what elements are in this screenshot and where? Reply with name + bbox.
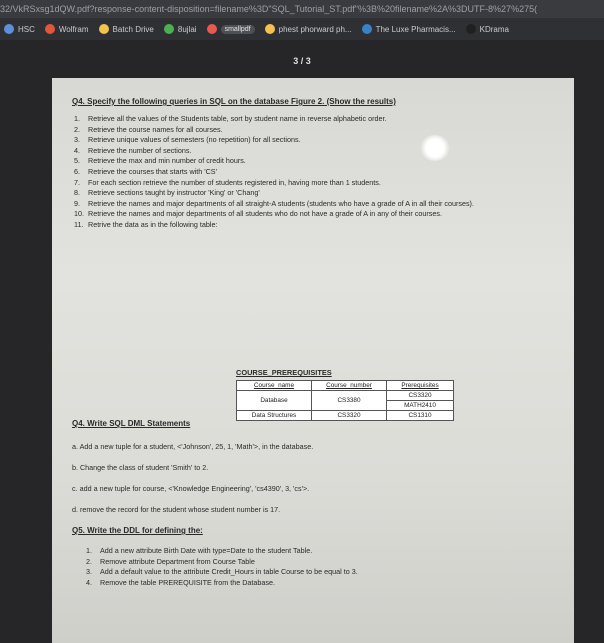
list-text: Retrieve the names and major departments of all students who do not have a grade of A in any of their courses. xyxy=(88,209,442,219)
q4-title: Q4. Specify the following queries in SQL on the database Figure 2. (Show the results) xyxy=(72,97,396,106)
list-text: Retrieve the names and major departments of all straight-A students (students who have a grade of A in all their courses). xyxy=(88,198,474,208)
table-cell: Database xyxy=(237,391,312,411)
table-header-row xyxy=(237,381,454,391)
list-number: 4. xyxy=(74,145,80,155)
list-number: 1. xyxy=(74,114,80,123)
bookmark-item[interactable] xyxy=(362,24,456,34)
ddl-title: Q5. Write the DDL for defining the: xyxy=(72,526,203,535)
list-item xyxy=(74,167,508,178)
list-text: Retrieve the max and min number of credit hours. xyxy=(88,156,246,166)
table-cell: CS3380 xyxy=(312,391,387,411)
table-cell: Data Structures xyxy=(237,411,312,421)
drive-icon xyxy=(164,24,174,34)
list-text: Retrieve sections taught by instructor 'King' or 'Chang' xyxy=(88,188,260,198)
list-item xyxy=(74,209,508,220)
bookmark-item[interactable] xyxy=(164,24,197,34)
table-cell: MATH2410 xyxy=(387,401,454,411)
table-title: COURSE_PREREQUISITES xyxy=(236,368,332,377)
bookmark-item[interactable] xyxy=(466,24,509,34)
list-number: 4. xyxy=(86,577,92,587)
list-number: 2. xyxy=(74,124,80,134)
table-header: Prerequisites xyxy=(387,381,454,391)
list-item xyxy=(74,114,508,125)
list-number: 11. xyxy=(74,219,84,229)
drive-icon xyxy=(99,24,109,34)
bookmark-label: smallpdf xyxy=(221,25,255,34)
table-cell: CS1310 xyxy=(387,411,454,421)
course-prerequisites-table xyxy=(236,380,454,421)
bookmark-label: KDrama xyxy=(479,24,509,34)
list-text: Retrieve unique values of semesters (no repetition) for all sections. xyxy=(88,135,301,145)
page-icon xyxy=(265,24,275,34)
bookmark-label: Wolfram xyxy=(58,24,89,34)
table-header: Course_name xyxy=(237,381,312,391)
list-item xyxy=(74,178,508,189)
list-number: 1. xyxy=(86,546,92,555)
ddl-list xyxy=(86,546,520,588)
bookmark-item[interactable] xyxy=(99,24,154,34)
w-icon xyxy=(362,24,372,34)
q4-list xyxy=(74,114,508,231)
list-item xyxy=(74,199,508,210)
list-item xyxy=(86,546,520,557)
table-cell: CS3320 xyxy=(387,391,454,401)
list-number: 5. xyxy=(74,156,80,166)
globe-icon xyxy=(4,24,14,34)
dml-item: d. remove the record for the student whose student number is 17. xyxy=(72,505,281,514)
table-row xyxy=(237,391,454,401)
page-counter: 3 / 3 xyxy=(293,56,311,66)
list-text: Add a default value to the attribute Credit_Hours in table Course to be equal to 3. xyxy=(100,567,358,577)
list-item xyxy=(74,125,508,136)
list-number: 2. xyxy=(86,556,92,566)
bookmark-label: 8ujlai xyxy=(177,24,197,34)
list-text: Retrieve all the values of the Students table, sort by student name in reverse alphabetic order. xyxy=(88,114,387,123)
dml-item: b. Change the class of student 'Smith' to 2. xyxy=(72,463,209,472)
list-number: 7. xyxy=(74,177,80,187)
list-number: 10. xyxy=(74,209,84,219)
smallpdf-icon xyxy=(207,24,217,34)
list-text: For each section retrieve the number of students registered in, having more than 1 students. xyxy=(88,177,381,187)
list-text: Retrieve the courses that starts with 'CS' xyxy=(88,166,217,176)
pdf-page xyxy=(52,78,574,643)
list-text: Remove attribute Department from Course Table xyxy=(100,556,255,566)
bookmarks-bar xyxy=(0,18,604,40)
table-cell: CS3320 xyxy=(312,411,387,421)
list-text: Retrieve the course names for all courses. xyxy=(88,124,223,134)
list-item xyxy=(74,188,508,199)
dml-title: Q4. Write SQL DML Statements xyxy=(72,419,191,428)
address-bar[interactable] xyxy=(0,0,604,18)
list-text: Retrieve the number of sections. xyxy=(88,145,192,155)
bookmark-label: The Luxe Pharmacis... xyxy=(375,24,456,34)
bookmark-item[interactable] xyxy=(4,24,35,34)
list-item xyxy=(86,578,520,589)
list-item xyxy=(86,557,520,568)
wolfram-icon xyxy=(45,24,55,34)
list-number: 9. xyxy=(74,198,80,208)
list-number: 3. xyxy=(74,135,80,145)
list-number: 6. xyxy=(74,166,80,176)
dml-item: a. Add a new tuple for a student, <'Johnson', 25, 1, 'Math'>, in the database. xyxy=(72,442,314,451)
dml-item: c. add a new tuple for course, <'Knowledge Engineering', 'cs4390', 3, 'cs'>. xyxy=(72,484,310,493)
list-item xyxy=(74,220,508,231)
url-text: 32/VkRSxsg1dQW.pdf?response-content-disposition=filename%3D"SQL_Tutorial_ST.pdf"%3B%20filename%2A%3DUTF-8%27%275( xyxy=(0,4,538,14)
list-number: 8. xyxy=(74,188,80,198)
table-header: Course_number xyxy=(312,381,387,391)
bookmark-item[interactable] xyxy=(207,24,255,34)
light-glare xyxy=(420,135,450,161)
bookmark-item[interactable] xyxy=(265,24,352,34)
bookmark-label: phest phorward ph... xyxy=(278,24,352,34)
list-text: Retrive the data as in the following table: xyxy=(88,219,218,229)
list-item xyxy=(86,567,520,578)
list-number: 3. xyxy=(86,567,92,577)
bookmark-label: HSC xyxy=(18,24,35,34)
k-icon xyxy=(466,24,476,34)
table-row xyxy=(237,411,454,421)
list-text: Remove the table PREREQUISITE from the Database. xyxy=(100,577,275,587)
bookmark-label: Batch Drive xyxy=(112,24,154,34)
bookmark-item[interactable] xyxy=(45,24,89,34)
list-text: Add a new attribute Birth Date with type=Date to the student Table. xyxy=(100,546,313,555)
